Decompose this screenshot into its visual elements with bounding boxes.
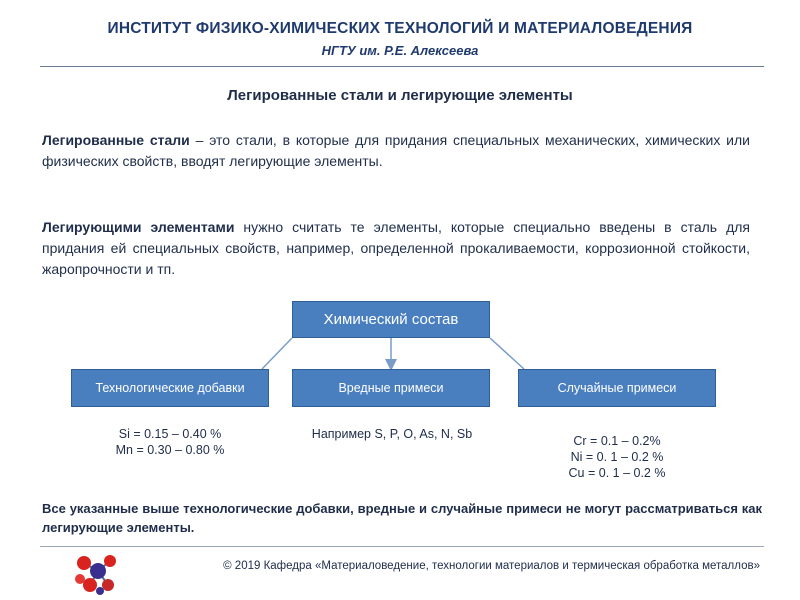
value-line: Mn = 0.30 – 0.80 %: [115, 443, 225, 457]
institute-title: ИНСТИТУТ ФИЗИКО-ХИМИЧЕСКИХ ТЕХНОЛОГИЙ И МАТЕРИАЛОВЕДЕНИЯ: [107, 20, 693, 37]
technological-additives-box: Технологические добавки: [71, 369, 269, 407]
slide-title: Легированные стали и легирующие элементы: [227, 87, 573, 104]
random-impurities-values: [518, 433, 716, 481]
chemical-composition-box: Химический состав: [292, 301, 490, 338]
footer-divider: [40, 546, 764, 547]
connector-to-tech: [262, 338, 292, 369]
value-line: Ni = 0. 1 – 0.2 %: [570, 450, 664, 464]
atom-molecule-logo-icon: [70, 549, 122, 597]
definition-paragraph-alloyed-steels: [42, 130, 750, 172]
value-line: Si = 0.15 – 0.40 %: [118, 427, 222, 441]
term-alloying-elements: Легирующими элементами: [42, 219, 235, 235]
value-line: Cu = 0. 1 – 0.2 %: [568, 466, 666, 480]
harmful-impurities-values: [272, 426, 512, 442]
term-alloyed-steels: Легированные стали: [42, 132, 190, 148]
header-divider: [40, 66, 764, 67]
definition-text-alloying-elements: нужно считать те элементы, которые специально введены в сталь для придания ей специальных свойств, например, определенной прокаливаемости, коррозионной стойкости, жаропрочности и тп.: [42, 219, 750, 277]
value-line: Например S, P, O, As, N, Sb: [311, 427, 473, 441]
definition-text-alloyed-steels: – это стали, в которые для придания специальных механических, химических или физических свойств, вводят легирующие элементы.: [42, 132, 750, 169]
harmful-impurities-box: Вредные примеси: [292, 369, 490, 407]
tech-additives-values: [71, 426, 269, 458]
university-subtitle: НГТУ им. Р.Е. Алексеева: [321, 43, 479, 58]
conclusion-text: Все указанные выше технологические добавки, вредные и случайные примеси не могут рассматриваться как легирующие элементы.: [42, 501, 762, 535]
definition-paragraph-alloying-elements: [42, 217, 750, 280]
connector-to-rand: [490, 338, 524, 369]
footer-copyright: © 2019 Кафедра «Материаловедение, технологии материалов и термическая обработка металлов»: [223, 560, 760, 572]
random-impurities-box: Случайные примеси: [518, 369, 716, 407]
value-line: Cr = 0.1 – 0.2%: [573, 434, 661, 448]
